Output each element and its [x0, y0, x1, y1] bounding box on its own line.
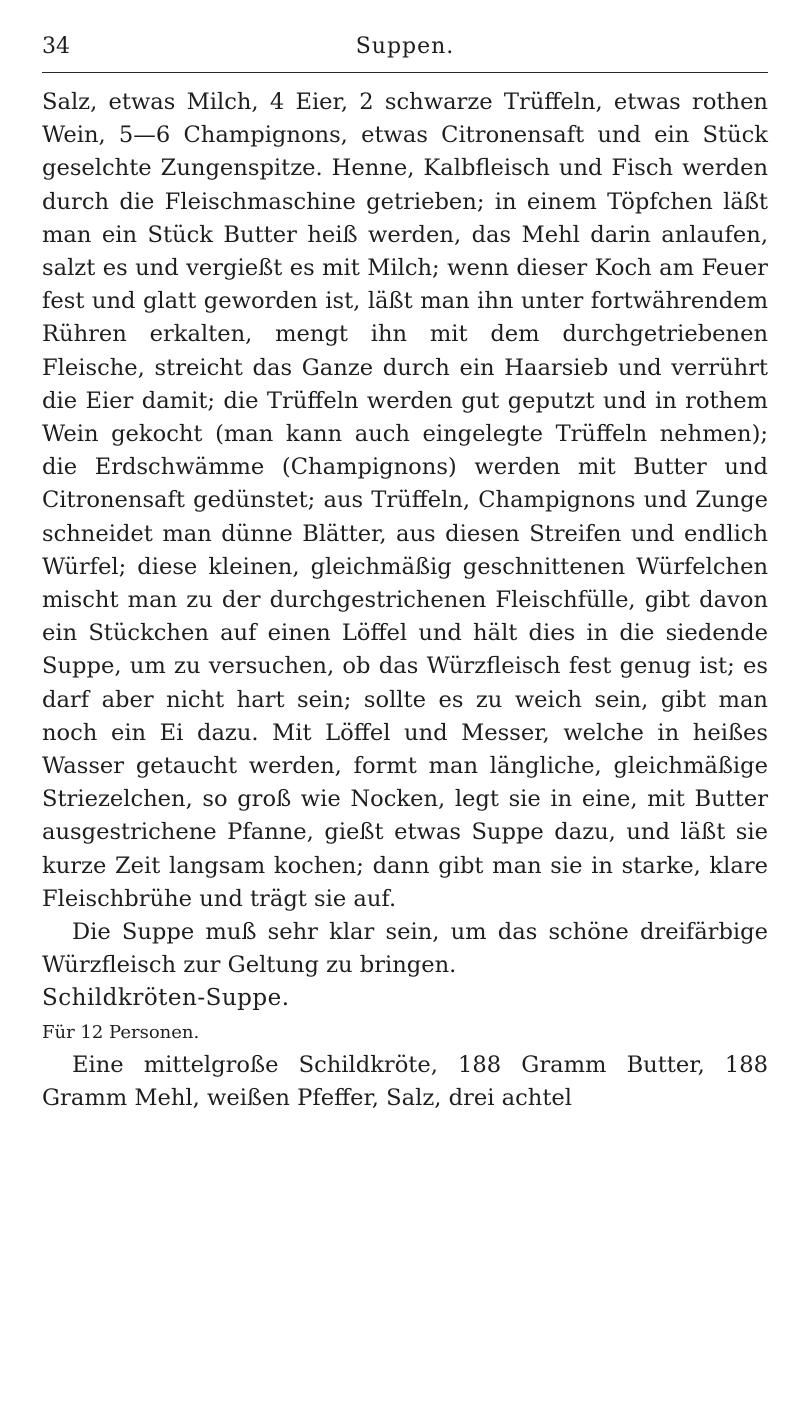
page-header — [42, 34, 768, 70]
body-text — [42, 86, 768, 1115]
header-rule — [42, 72, 768, 73]
running-head: Suppen. — [355, 34, 455, 59]
paragraph-note: Die Suppe muß sehr klar sein, um das schöne dreifärbige Würzfleisch zur Geltung zu bringen. — [42, 919, 768, 979]
recipe-servings: Für 12 Personen. — [42, 1021, 200, 1043]
recipe-title: Schildkröten-Suppe. — [42, 985, 290, 1012]
page-number: 34 — [42, 34, 70, 59]
recipe-ingredients: Eine mittelgroße Schildkröte, 188 Gramm Butter, 188 Gramm Mehl, weißen Pfeffer, Salz, drei achtel — [42, 1051, 768, 1112]
paragraph-recipe-instructions: Salz, etwas Milch, 4 Eier, 2 schwarze Trüffeln, etwas rothen Wein, 5—6 Champignons, etwas Citronensaft und ein Stück geselchte Zungenspitze. Henne, Kalbfleisch und Fisch werden durch die Fleischmaschine getrieben; in einem Töpfchen läßt man ein Stück Butter heiß werden, das Mehl darin anlaufen, salzt es und vergießt es mit Milch; wenn dieser Koch am Feuer fest und glatt geworden ist, läßt man ihn unter fortwährendem Rühren erkalten, mengt ihn mit dem durchgetriebenen Fleische, streicht das Ganze durch ein Haarsieb und verrührt die Eier damit; die Trüffeln werden gut geputzt und in rothem Wein gekocht (man kann auch eingelegte Trüffeln nehmen); die Erdschwämme (Champignons) werden mit Butter und Citronensaft gedünstet; aus Trüffeln, Champignons und Zunge schneidet man dünne Blätter, aus diesen Streifen und endlich Würfel; diese kleinen, gleichmäßig geschnittenen Würfelchen mischt man zu der durchgestrichenen Fleischfülle, gibt davon ein Stückchen auf einen Löffel und hält dies in die siedende Suppe, um zu versuchen, ob das Würzfleisch fest genug ist; es darf aber nicht hart sein; sollte es zu weich sein, gibt man noch ein Ei dazu. Mit Löffel und Messer, welche in heißes Wasser getaucht werden, formt man längliche, gleichmäßige Striezelchen, so groß wie Nocken, legt sie in eine, mit Butter ausgestrichene Pfanne, gießt etwas Suppe dazu, und läßt sie kurze Zeit langsam kochen; dann gibt man sie in starke, klare Fleischbrühe und trägt sie auf. — [42, 89, 768, 912]
